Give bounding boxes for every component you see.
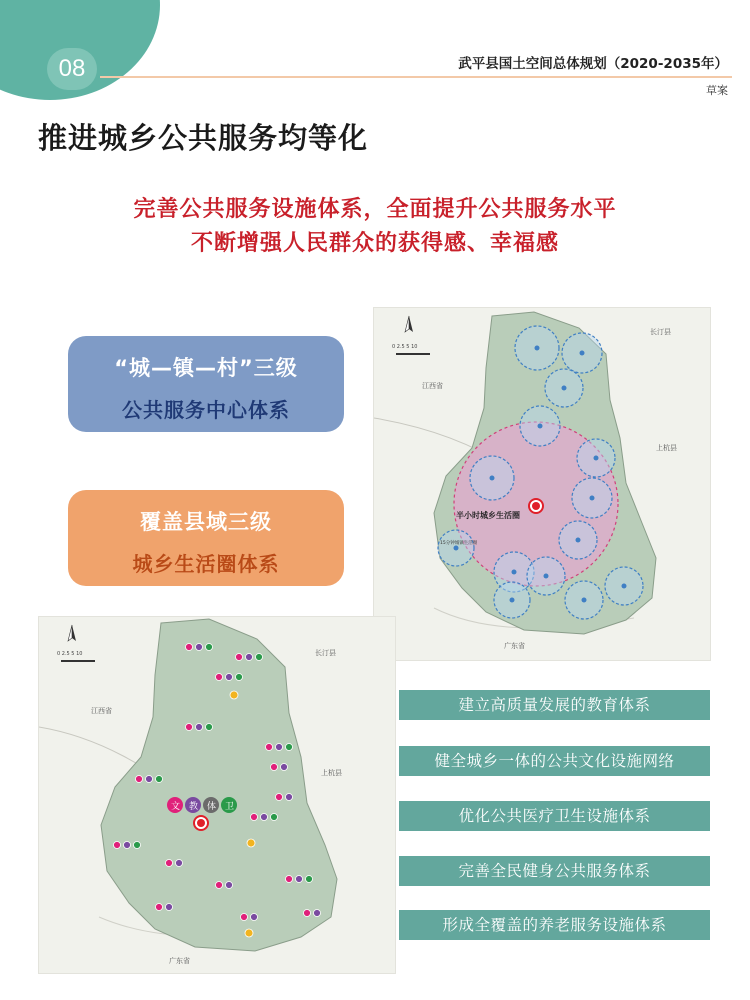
legend-sport: 体: [207, 802, 217, 812]
document-title: 武平县国土空间总体规划（2020-2035年）: [458, 56, 728, 72]
page-number: 08: [47, 48, 97, 90]
subtitle-line-2: 不断增强人民群众的获得感、幸福感: [190, 231, 559, 256]
section-title: 推进城乡公共服务均等化: [38, 121, 369, 155]
facilities-label-guangdong: 广东省: [169, 957, 190, 965]
legend-education: 教: [189, 802, 199, 812]
life-circle-card: [68, 490, 344, 586]
legend-culture: 文: [171, 802, 181, 812]
subtitle-line-1: 完善公共服务设施体系，全面提升公共服务水平: [133, 197, 617, 222]
measure-fitness: 完善全民健身公共服务体系: [399, 856, 710, 886]
life-circle-map: [373, 307, 711, 661]
legend-health: 卫: [225, 802, 235, 812]
facilities-scale-text: 0 2.5 5 10: [57, 651, 83, 657]
life-circle-label-jiangxi: 江西省: [422, 382, 443, 390]
facilities-label-jiangxi: 江西省: [91, 707, 112, 715]
service-center-card: [68, 336, 344, 432]
measure-health: 优化公共医疗卫生设施体系: [399, 801, 710, 831]
life-circle-map-graphic: [374, 308, 710, 660]
life-circle-label-changting: 长汀县: [650, 328, 671, 336]
life-circle-label-guangdong: 广东省: [504, 642, 525, 650]
life-circle-title: 覆盖县域三级: [140, 510, 272, 534]
life-circle-scale-text: 0 2.5 5 10: [392, 344, 418, 350]
facilities-label-shanghang: 上杭县: [321, 769, 342, 777]
facilities-map: [38, 616, 396, 974]
measure-elderly-care: 形成全覆盖的养老服务设施体系: [399, 910, 710, 940]
service-center-subtitle: 公共服务中心体系: [122, 398, 290, 422]
north-arrow-icon: [405, 316, 413, 332]
service-center-title: “城—镇—村”三级: [114, 356, 298, 380]
life-circle-center-label: 半小时城乡生活圈: [456, 511, 520, 520]
document-status: 草案: [706, 84, 728, 97]
life-circle-label-shanghang: 上杭县: [656, 444, 677, 452]
facilities-label-changting: 长汀县: [315, 649, 336, 657]
measure-education: 建立高质量发展的教育体系: [399, 690, 710, 720]
header-divider: [100, 76, 732, 78]
life-circle-small-label: 15分钟城镇生活圈: [440, 541, 478, 546]
life-circle-subtitle: 城乡生活圈体系: [132, 552, 280, 576]
measure-culture: 健全城乡一体的公共文化设施网络: [399, 746, 710, 776]
north-arrow-icon: [68, 625, 76, 641]
facilities-map-graphic: [39, 617, 395, 973]
